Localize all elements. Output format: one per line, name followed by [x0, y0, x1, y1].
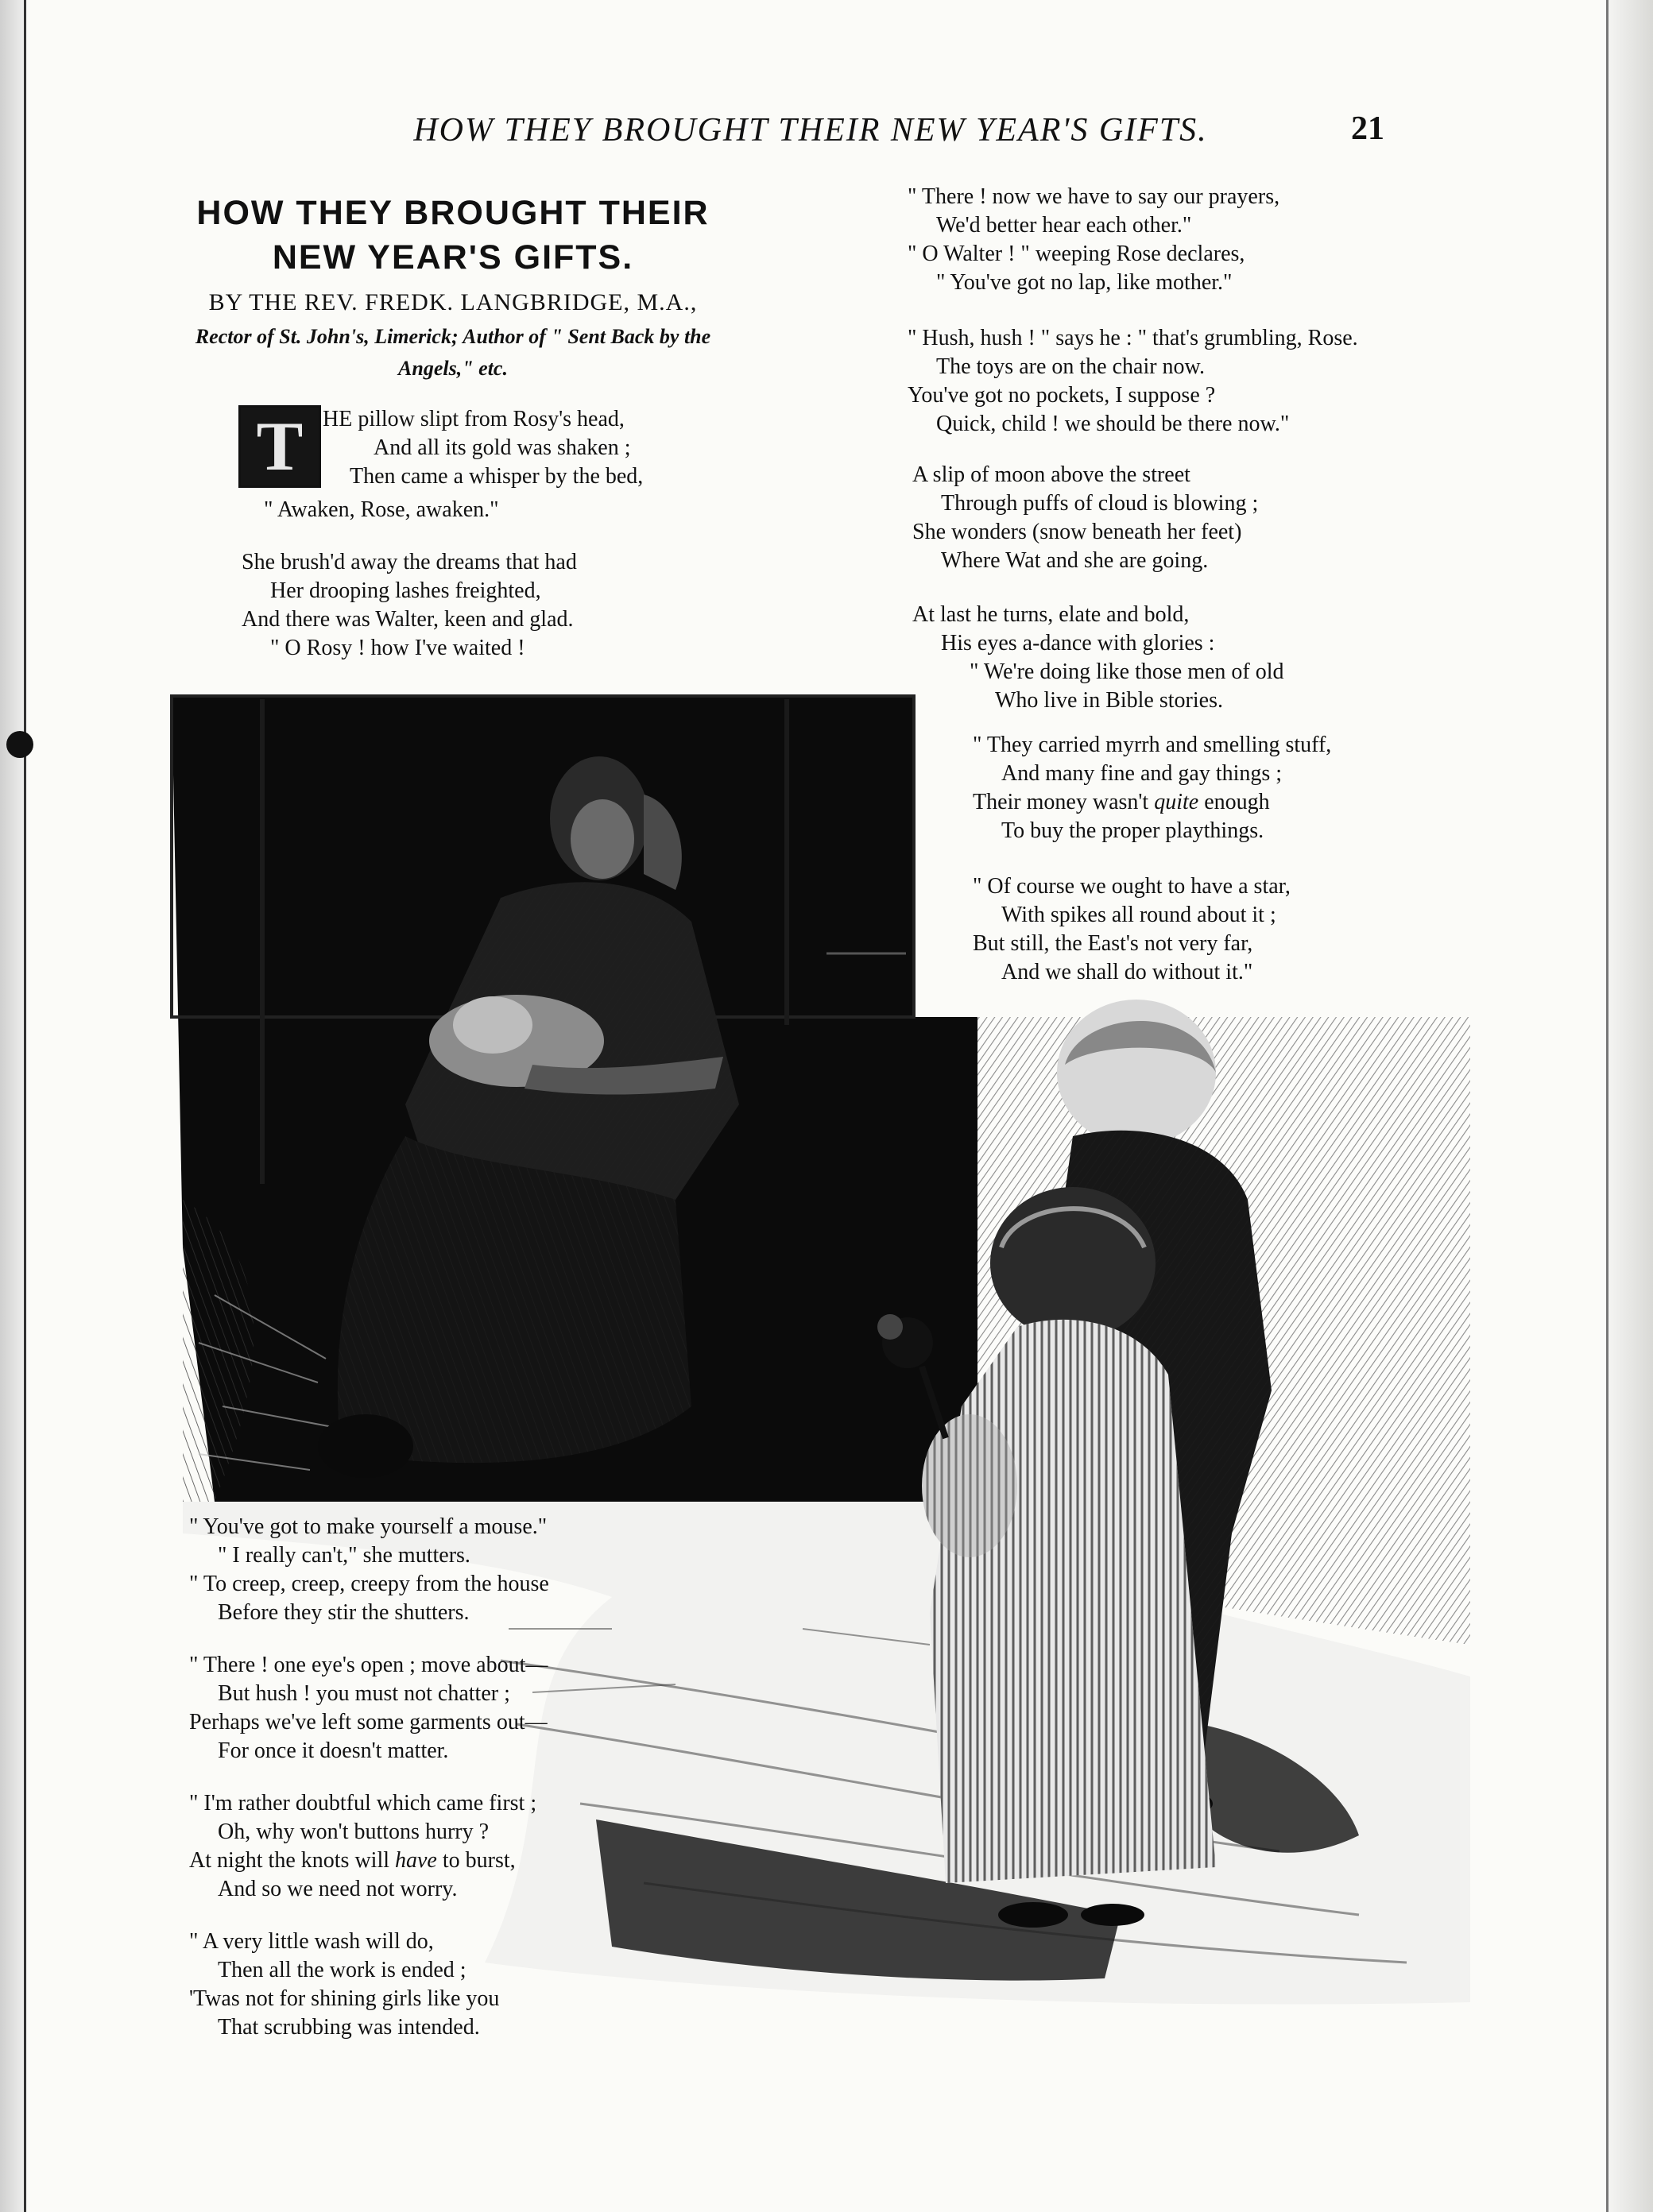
stanza-3-line-1: " You've got to make yourself a mouse.": [189, 1514, 548, 1539]
stanza-11-line-3: Their money wasn't quite enough: [973, 790, 1270, 814]
stanza-6-line-4: That scrubbing was intended.: [218, 2015, 480, 2040]
stanza-6-line-2: Then all the work is ended ;: [218, 1958, 466, 1982]
stanza-7-line-2: We'd better hear each other.": [936, 213, 1192, 238]
byline-sub-line-1: Rector of St. John's, Limerick; Author of " Sent Back by the: [195, 325, 711, 348]
stanza-7-line-4: " You've got no lap, like mother.": [936, 270, 1233, 295]
stanza-8-line-4: Quick, child ! we should be there now.": [936, 412, 1290, 436]
stanza-5: [189, 1789, 536, 1904]
stanza-2-line-3: And there was Walter, keen and glad.: [242, 607, 574, 632]
stanza-10-line-1: At last he turns, elate and bold,: [912, 602, 1190, 627]
stanza-12-line-2: With spikes all round about it ;: [1001, 903, 1276, 927]
stanza-12-line-1: " Of course we ought to have a star,: [973, 874, 1291, 899]
stanza-5-line-2: Oh, why won't buttons hurry ?: [218, 1819, 490, 1844]
title-line-2: NEW YEAR'S GIFTS.: [272, 238, 634, 276]
stanza-2-line-4: " O Rosy ! how I've waited !: [270, 636, 525, 660]
stanza-8: [908, 324, 1358, 439]
stanza-11-line-4: To buy the proper playthings.: [1001, 818, 1264, 843]
stanza-11-line-2: And many fine and gay things ;: [1001, 761, 1283, 786]
page-right-edge-line: [1606, 0, 1608, 2212]
stanza-4-line-3: Perhaps we've left some garments out—: [189, 1710, 548, 1734]
stanza-8-line-3: You've got no pockets, I suppose ?: [908, 383, 1216, 408]
stanza-1-line-3: Then came a whisper by the bed,: [350, 464, 644, 489]
stanza-9: [912, 461, 1258, 575]
stanza-1: [323, 405, 643, 491]
stanza-7-line-1: " There ! now we have to say our prayers,: [908, 184, 1280, 209]
page-right-margin: [1605, 0, 1653, 2212]
stanza-6-line-1: " A very little wash will do,: [189, 1929, 434, 1954]
stanza-6: [189, 1928, 499, 2042]
byline: BY THE REV. FREDK. LANGBRIDGE, M.A.,: [208, 289, 698, 315]
page-left-margin: [0, 0, 27, 2212]
article-title: [119, 191, 787, 280]
page-number: 21: [1351, 110, 1384, 147]
drop-cap: [238, 405, 321, 488]
stanza-10-line-2: His eyes a-dance with glories :: [941, 631, 1215, 655]
stanza-9-line-2: Through puffs of cloud is blowing ;: [941, 491, 1259, 516]
stanza-8-line-1: " Hush, hush ! " says he : " that's grumbling, Rose.: [908, 326, 1358, 350]
stanza-3: [189, 1513, 549, 1627]
stanza-1-line-1: HE pillow slipt from Rosy's head,: [323, 407, 625, 431]
stanza-9-line-1: A slip of moon above the street: [912, 462, 1190, 487]
stanza-4: [189, 1651, 548, 1765]
stanza-11-line-1: " They carried myrrh and smelling stuff,: [973, 733, 1332, 757]
stanza-1-line-4: " Awaken, Rose, awaken.": [264, 497, 499, 522]
stanza-6-line-3: 'Twas not for shining girls like you: [189, 1986, 500, 2011]
stanza-4-line-4: For once it doesn't matter.: [218, 1738, 449, 1763]
stanza-1-last: [264, 496, 499, 524]
stanza-9-line-4: Where Wat and she are going.: [941, 548, 1209, 573]
stanza-4-line-2: But hush ! you must not chatter ;: [218, 1681, 510, 1706]
stanza-5-line-3: At night the knots will have to burst,: [189, 1848, 516, 1873]
byline-sub-line-2: Angels," etc.: [398, 357, 508, 380]
drop-cap-letter: T: [256, 408, 304, 485]
stanza-10-line-4: Who live in Bible stories.: [995, 688, 1223, 713]
stanza-2-line-1: She brush'd away the dreams that had: [242, 550, 577, 574]
stanza-10-line-3: " We're doing like those men of old: [970, 659, 1284, 684]
stanza-2-line-2: Her drooping lashes freighted,: [270, 578, 541, 603]
page-left-edge-line: [24, 0, 26, 2212]
stanza-1-line-2: And all its gold was shaken ;: [374, 435, 631, 460]
stanza-12-line-3: But still, the East's not very far,: [973, 931, 1253, 956]
binding-hole: [6, 731, 33, 758]
stanza-7-line-3: " O Walter ! " weeping Rose declares,: [908, 242, 1245, 266]
stanza-9-line-3: She wonders (snow beneath her feet): [912, 520, 1242, 544]
title-line-1: HOW THEY BROUGHT THEIR: [196, 194, 710, 232]
running-head: HOW THEY BROUGHT THEIR NEW YEAR'S GIFTS.: [413, 112, 1208, 149]
stanza-3-line-2: " I really can't," she mutters.: [218, 1543, 470, 1568]
stanza-8-line-2: The toys are on the chair now.: [936, 354, 1205, 379]
stanza-4-line-1: " There ! one eye's open ; move about—: [189, 1653, 548, 1677]
stanza-5-line-1: " I'm rather doubtful which came first ;: [189, 1791, 537, 1816]
stanza-5-line-4: And so we need not worry.: [218, 1877, 458, 1901]
stanza-2: [242, 548, 577, 663]
stanza-3-line-3: " To creep, creep, creepy from the house: [189, 1572, 549, 1596]
byline-sub: [119, 321, 787, 385]
stanza-12-line-4: And we shall do without it.": [1001, 960, 1253, 984]
stanza-7: [908, 183, 1279, 297]
stanza-3-line-4: Before they stir the shutters.: [218, 1600, 470, 1625]
